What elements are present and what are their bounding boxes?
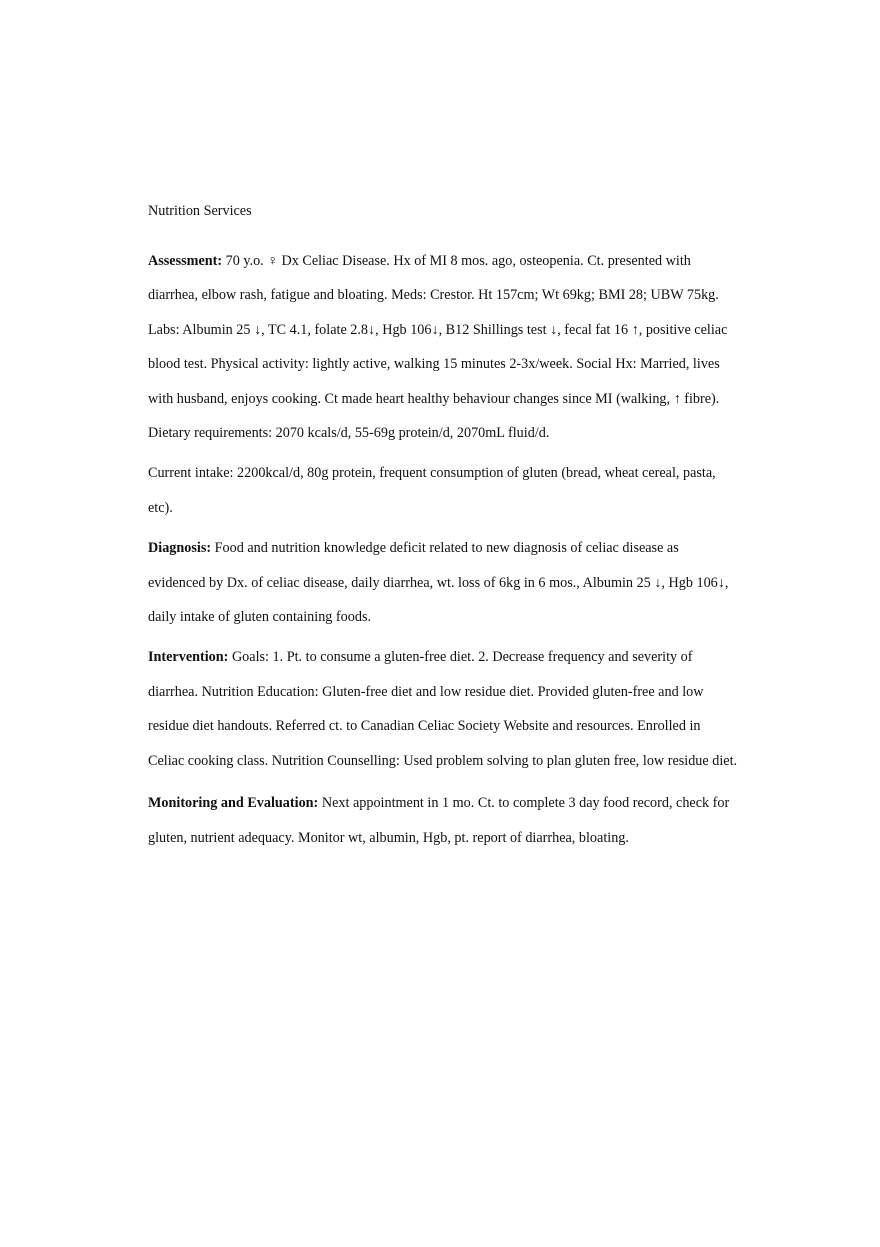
intervention-label: Intervention: bbox=[148, 649, 229, 666]
diagnosis-label: Diagnosis: bbox=[148, 540, 212, 557]
document-title: Nutrition Services bbox=[148, 203, 252, 219]
diagnosis-text: Food and nutrition knowledge deficit related to new diagnosis of celiac disease as evidenced by Dx. of celiac disease, daily diarrhea, wt. loss of 6kg in 6 mos., Albumin 25 ↓, Hgb 106↓, daily intake of gluten containing foods. bbox=[148, 540, 729, 626]
monitoring-text: Next appointment in 1 mo. Ct. to complete 3 day food record, check for gluten, nutrient adequacy. Monitor wt, albumin, Hgb, pt. report of diarrhea, bloating. bbox=[148, 795, 730, 846]
assessment-paragraph bbox=[148, 244, 738, 450]
monitoring-paragraph bbox=[148, 786, 738, 855]
assessment-label: Assessment: bbox=[148, 253, 223, 269]
intervention-paragraph bbox=[148, 640, 738, 778]
current-intake-paragraph: Current intake: 2200kcal/d, 80g protein, frequent consumption of gluten (bread, wheat cereal, pasta, etc). bbox=[148, 465, 716, 516]
document-page bbox=[148, 194, 738, 861]
diagnosis-paragraph bbox=[148, 531, 738, 634]
monitoring-label: Monitoring and Evaluation: bbox=[148, 795, 319, 812]
assessment-text: 70 y.o. ♀ Dx Celiac Disease. Hx of MI 8 mos. ago, osteopenia. Ct. presented with diarrhea, elbow rash, fatigue and bloating. Meds: Crestor. Ht 157cm; Wt 69kg; BMI 28; UBW 75kg. Labs: Albumin 25 ↓, TC 4.1, folate 2.8↓, Hgb 106↓, B12 Shillings test ↓, fecal fat 16 ↑, positive celiac blood test. Physical activity: lightly active, walking 15 minutes 2-3x/week. Social Hx: Married, lives with husband, enjoys cooking. Ct made heart healthy behaviour changes since MI (walking, ↑ fibre). Dietary requirements: 2070 kcals/d, 55-69g protein/d, 2070mL fluid/d. bbox=[148, 253, 728, 442]
intervention-text: Goals: 1. Pt. to consume a gluten-free diet. 2. Decrease frequency and severity of diarrhea. Nutrition Education: Gluten-free diet and low residue diet. Provided gluten-free and low residue diet handouts. Referred ct. to Canadian Celiac Society Website and resources. Enrolled in Celiac cooking class. Nutrition Counselling: Used problem solving to plan gluten free, low residue diet. bbox=[148, 649, 738, 769]
